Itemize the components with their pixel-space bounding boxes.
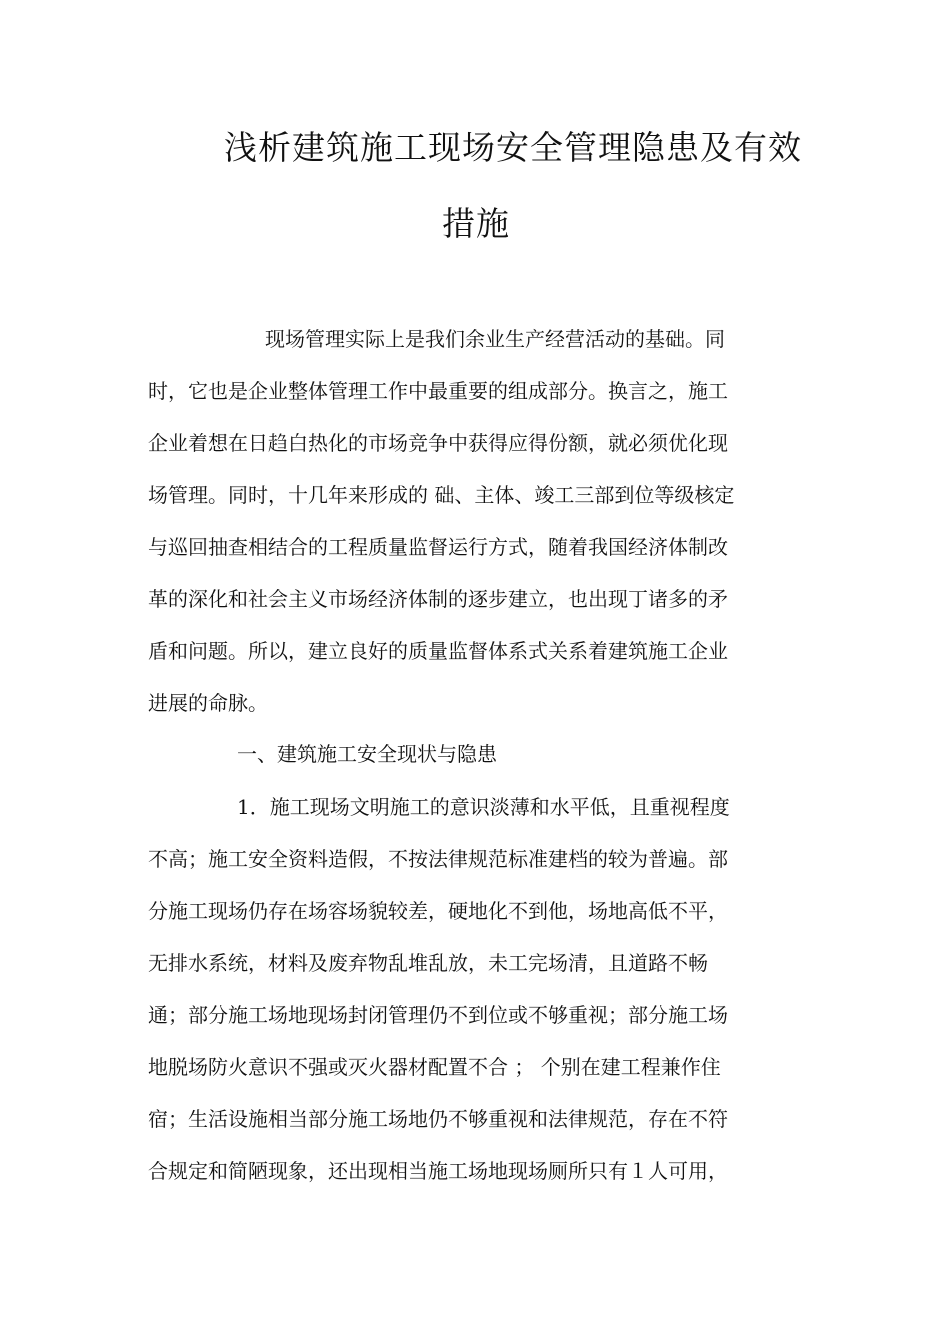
paragraph-line: 进展的命脉。 (148, 691, 268, 715)
document-title-line-1: 浅析建筑施工现场安全管理隐患及有效 (224, 128, 802, 167)
paragraph-line: 企业着想在日趋白热化的市场竞争中获得应得份额，就必须优化现 (148, 431, 728, 455)
paragraph-line: 革的深化和社会主义市场经济体制的逐步建立，也出现丁诸多的矛 (148, 587, 728, 611)
paragraph-line: 现场管理实际上是我们余业生产经营活动的基础。同 (265, 327, 725, 351)
paragraph-line: 宿；生活设施相当部分施工场地仍不够重视和法律规范，存在不符 (148, 1107, 728, 1131)
paragraph-line: 与巡回抽查相结合的工程质量监督运行方式，随着我国经济体制改 (148, 535, 728, 559)
paragraph-line: 时，它也是企业整体管理工作中最重要的组成部分。换言之，施工 (148, 379, 728, 403)
paragraph-line: 合规定和简陋现象，还出现相当施工场地现场厕所只有１人可用， (148, 1159, 728, 1183)
paragraph-line: 1．施工现场文明施工的意识淡薄和水平低，且重视程度 (237, 795, 730, 819)
paragraph-line: 分施工现场仍存在场容场貌较差，硬地化不到他，场地高低不平， (148, 899, 728, 923)
document-title-line-2: 措施 (442, 204, 510, 243)
paragraph-line: 地脱场防火意识不强或灭火器材配置不合 ； 个别在建工程兼作住 (148, 1055, 721, 1079)
section-heading: 一、建筑施工安全现状与隐患 (237, 742, 497, 766)
paragraph-line: 场管理。同时，十几年来形成的 础、主体、竣工三部到位等级核定 (148, 483, 735, 507)
paragraph-line: 不高；施工安全资料造假，不按法律规范标准建档的较为普遍。部 (148, 847, 728, 871)
paragraph-line: 无排水系统，材料及废弃物乱堆乱放，未工完场清，且道路不畅 (148, 951, 708, 975)
paragraph-line: 通；部分施工场地现场封闭管理仍不到位或不够重视；部分施工场 (148, 1003, 728, 1027)
paragraph-line: 盾和问题。所以，建立良好的质量监督体系式关系着建筑施工企业 (148, 639, 728, 663)
